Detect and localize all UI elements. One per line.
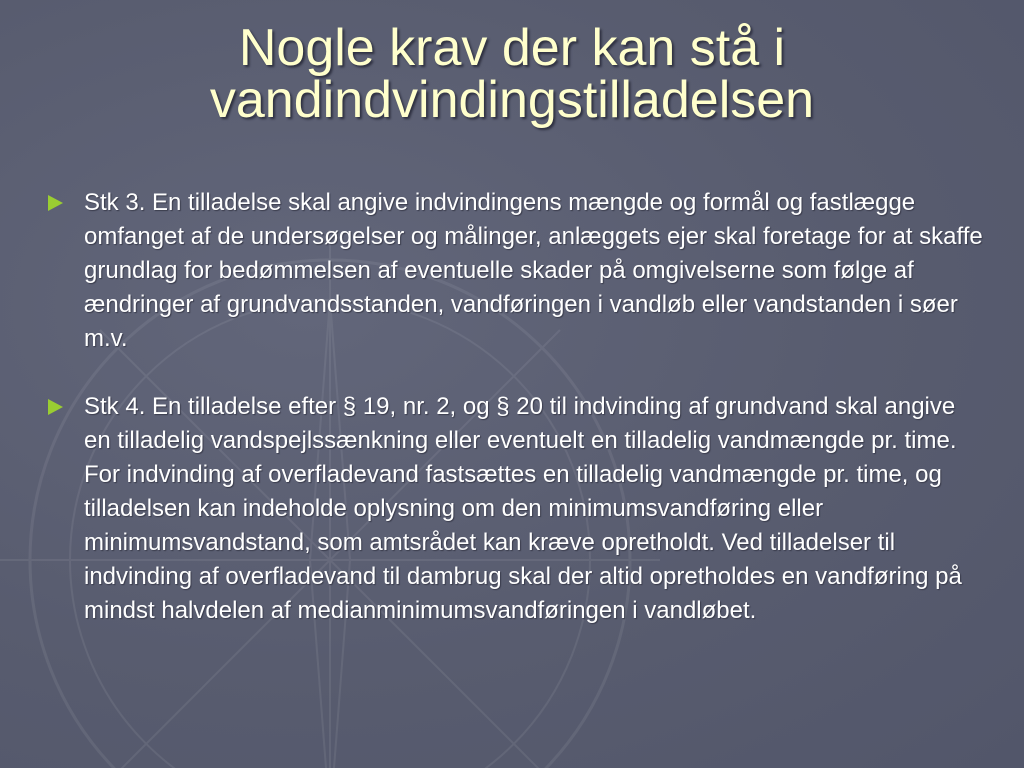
bullet-text: Stk 4. En tilladelse efter § 19, nr. 2, og § 20 til indvinding af grundvand skal angive en tilladelig vandspejlssænkning eller eventuelt en tilladelig vandmængde pr. time. For indvinding af overfladevand fastsættes en tilladelig vandmængde pr. time, og tilladelsen kan indeholde oplysning om den minimumsvandføring eller minimumsvandstand, som amtsrådet kan kræve opretholdt. Ved tilladelser til indvinding af overfladevand til dambrug skal der altid opretholdes en vandføring på mindst halvdelen af medianminimumsvandføringen i vandløbet. bbox=[84, 393, 962, 624]
bullet-list bbox=[48, 186, 988, 628]
triangle-bullet-icon bbox=[48, 195, 63, 211]
bullet-item-stk3 bbox=[48, 186, 988, 356]
slide-title-line: vandindvindingstilladelsen bbox=[209, 71, 815, 129]
bullet-item-stk4 bbox=[48, 390, 988, 628]
bullet-text: Stk 3. En tilladelse skal angive indvindingens mængde og formål og fastlægge omfanget af de undersøgelser og målinger, anlæggets ejer skal foretage for at skaffe grundlag for bedømmelsen af eventuelle skader på omgivelserne som følge af ændringer af grundvandsstanden, vandføringen i vandløb eller vandstanden i søer m.v. bbox=[84, 189, 983, 352]
slide-title-line: Nogle krav der kan stå i bbox=[238, 19, 786, 77]
slide-title bbox=[60, 19, 964, 129]
triangle-bullet-icon bbox=[48, 399, 63, 415]
